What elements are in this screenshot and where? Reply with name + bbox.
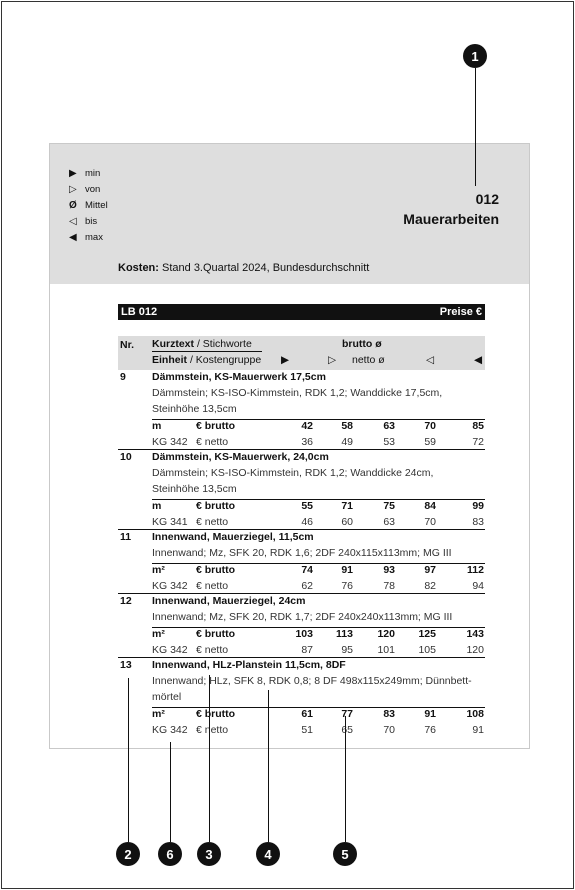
brutto-value: 75 xyxy=(383,500,395,512)
brutto-value: 103 xyxy=(295,628,313,640)
brutto-value: 93 xyxy=(383,564,395,576)
netto-value: 101 xyxy=(377,644,395,656)
callout-marker: 4 xyxy=(256,842,280,866)
outline-triangle-right-icon: ▷ xyxy=(69,184,77,195)
brutto-value: 84 xyxy=(424,500,436,512)
filled-triangle-right-icon: ▶ xyxy=(69,168,77,179)
callout-marker: 2 xyxy=(116,842,140,866)
netto-value: 63 xyxy=(383,516,395,528)
callout-leader-line xyxy=(475,68,476,186)
header-stichworte: / Stichworte xyxy=(196,338,252,350)
netto-value: 62 xyxy=(301,580,313,592)
brutto-value: 77 xyxy=(341,708,353,720)
brutto-value: 112 xyxy=(467,564,484,576)
item-title: Dämmstein, KS-Mauerwerk 17,5cm xyxy=(152,371,326,383)
brutto-value: 97 xyxy=(424,564,436,576)
item-description: Innenwand; Mz, SFK 20, RDK 1,7; 2DF 240x240x113mm; MG III xyxy=(152,611,453,623)
brutto-value: 91 xyxy=(341,564,353,576)
netto-value: 76 xyxy=(341,580,353,592)
header-nr: Nr. xyxy=(120,339,135,351)
netto-value: 78 xyxy=(383,580,395,592)
legend-item-von xyxy=(69,182,108,198)
brutto-value: 58 xyxy=(341,420,353,432)
brutto-value: 74 xyxy=(301,564,313,576)
item-description: Dämmstein; KS-ISO-Kimmstein, RDK 1,2; Wanddicke 17,5cm, xyxy=(152,387,443,399)
netto-value: 105 xyxy=(418,644,436,656)
brutto-value: 120 xyxy=(377,628,395,640)
netto-value: 83 xyxy=(472,516,484,528)
netto-value: 60 xyxy=(341,516,353,528)
callout-leader-line xyxy=(170,742,171,842)
item-description-cont: Steinhöhe 13,5cm xyxy=(152,483,237,495)
table-row xyxy=(118,450,485,530)
item-number: 10 xyxy=(120,451,132,463)
item-kostengruppe: KG 342 xyxy=(152,724,188,736)
legend-label: max xyxy=(85,232,103,243)
callout-leader-line xyxy=(345,716,346,842)
header-einheit xyxy=(152,354,261,366)
netto-label: € netto xyxy=(196,436,229,448)
header-kurztext xyxy=(152,338,252,350)
price-table xyxy=(118,336,485,738)
netto-value: 70 xyxy=(383,724,395,736)
item-description-cont: mörtel xyxy=(152,691,182,703)
callout-marker: 1 xyxy=(463,44,487,68)
outline-triangle-left-icon: ◁ xyxy=(426,354,435,366)
item-kostengruppe: KG 342 xyxy=(152,644,188,656)
netto-value: 120 xyxy=(466,644,484,656)
item-description: Dämmstein; KS-ISO-Kimmstein, RDK 1,2; Wanddicke 24cm, xyxy=(152,467,434,479)
netto-value: 95 xyxy=(341,644,353,656)
brutto-value: 85 xyxy=(472,420,484,432)
brutto-value: 125 xyxy=(418,628,436,640)
netto-value: 51 xyxy=(301,724,313,736)
filled-triangle-left-icon: ◀ xyxy=(474,354,483,366)
legend-label: min xyxy=(85,168,101,179)
item-number: 13 xyxy=(120,659,132,671)
netto-value: 59 xyxy=(424,436,436,448)
brutto-value: 83 xyxy=(383,708,395,720)
item-description-cont: Steinhöhe 13,5cm xyxy=(152,403,237,415)
item-title: Dämmstein, KS-Mauerwerk, 24,0cm xyxy=(152,451,329,463)
netto-value: 53 xyxy=(383,436,395,448)
netto-value: 76 xyxy=(424,724,436,736)
callout-leader-line xyxy=(209,675,210,842)
brutto-value: 63 xyxy=(383,420,395,432)
header-kurztext-label: Kurztext xyxy=(152,338,195,350)
item-title: Innenwand, Mauerziegel, 11,5cm xyxy=(152,531,314,543)
brutto-label: € brutto xyxy=(196,564,236,576)
item-kostengruppe: KG 341 xyxy=(152,516,188,528)
netto-label: € netto xyxy=(196,644,229,656)
legend-label: Mittel xyxy=(85,200,108,211)
item-title: Innenwand, Mauerziegel, 24cm xyxy=(152,595,306,607)
netto-value: 36 xyxy=(301,436,313,448)
legend-item-max xyxy=(69,230,108,246)
header-netto-mittel: netto ø xyxy=(352,354,385,366)
netto-value: 49 xyxy=(341,436,353,448)
item-number: 11 xyxy=(120,531,132,543)
netto-label: € netto xyxy=(196,580,229,592)
legend-label: von xyxy=(85,184,101,195)
netto-value: 46 xyxy=(301,516,313,528)
netto-value: 70 xyxy=(424,516,436,528)
brutto-value: 143 xyxy=(466,628,484,640)
cost-basis-label: Kosten: xyxy=(118,262,159,274)
legend-item-bis xyxy=(69,214,108,230)
cost-basis xyxy=(118,262,369,274)
netto-value: 94 xyxy=(472,580,484,592)
average-icon: Ø xyxy=(69,200,77,211)
netto-label: € netto xyxy=(196,724,229,736)
item-number: 9 xyxy=(120,371,126,383)
brutto-label: € brutto xyxy=(196,500,236,512)
callout-marker: 5 xyxy=(333,842,357,866)
symbol-legend xyxy=(69,166,108,246)
item-unit: m² xyxy=(152,564,165,576)
item-kostengruppe: KG 342 xyxy=(152,580,188,592)
callout-marker: 3 xyxy=(197,842,221,866)
brutto-value: 108 xyxy=(466,708,484,720)
callout-leader-line xyxy=(128,678,129,842)
brutto-value: 113 xyxy=(336,628,353,640)
brutto-label: € brutto xyxy=(196,708,236,720)
brutto-label: € brutto xyxy=(196,628,236,640)
table-row xyxy=(118,530,485,594)
callout-leader-line xyxy=(268,690,269,842)
brutto-value: 70 xyxy=(424,420,436,432)
prices-label: Preise € xyxy=(439,306,482,318)
chapter-number: 012 xyxy=(475,191,499,207)
item-kostengruppe: KG 342 xyxy=(152,436,188,448)
item-unit: m² xyxy=(152,628,165,640)
outline-triangle-left-icon: ◁ xyxy=(69,216,77,227)
legend-item-min xyxy=(69,166,108,182)
item-description: Innenwand; Mz, SFK 20, RDK 1,6; 2DF 240x115x113mm; MG III xyxy=(152,547,452,559)
header-underline xyxy=(152,351,262,352)
chapter-title: Mauerarbeiten xyxy=(403,211,499,227)
item-unit: m xyxy=(152,420,162,432)
brutto-value: 71 xyxy=(341,500,353,512)
item-title: Innenwand, HLz-Planstein 11,5cm, 8DF xyxy=(152,659,346,671)
brutto-label: € brutto xyxy=(196,420,236,432)
netto-value: 65 xyxy=(341,724,353,736)
legend-item-mittel xyxy=(69,198,108,214)
netto-value: 87 xyxy=(301,644,313,656)
item-list xyxy=(118,370,485,738)
header-einheit-label: Einheit xyxy=(152,354,188,366)
legend-label: bis xyxy=(85,216,98,227)
section-bar xyxy=(118,304,485,320)
netto-value: 82 xyxy=(424,580,436,592)
netto-value: 72 xyxy=(472,436,484,448)
table-row xyxy=(118,594,485,658)
callout-marker: 6 xyxy=(158,842,182,866)
filled-triangle-left-icon: ◀ xyxy=(69,232,77,243)
section-code: LB 012 xyxy=(121,306,158,318)
item-number: 12 xyxy=(120,595,132,607)
table-header xyxy=(118,336,485,370)
brutto-value: 55 xyxy=(301,500,313,512)
header-kostengruppe: / Kostengruppe xyxy=(189,354,262,366)
brutto-value: 42 xyxy=(301,420,313,432)
outline-triangle-right-icon: ▷ xyxy=(328,354,337,366)
item-unit: m² xyxy=(152,708,165,720)
table-row xyxy=(118,658,485,738)
brutto-value: 99 xyxy=(472,500,484,512)
item-unit: m xyxy=(152,500,162,512)
cost-basis-text: Stand 3.Quartal 2024, Bundesdurchschnitt xyxy=(162,262,370,274)
table-row xyxy=(118,370,485,450)
item-description: Innenwand; HLz, SFK 8, RDK 0,8; 8 DF 498x115x249mm; Dünnbett- xyxy=(152,675,472,687)
netto-value: 91 xyxy=(472,724,484,736)
brutto-value: 61 xyxy=(301,708,313,720)
filled-triangle-right-icon: ▶ xyxy=(281,354,290,366)
brutto-value: 91 xyxy=(424,708,436,720)
netto-label: € netto xyxy=(196,516,229,528)
header-brutto: brutto ø xyxy=(342,338,382,350)
